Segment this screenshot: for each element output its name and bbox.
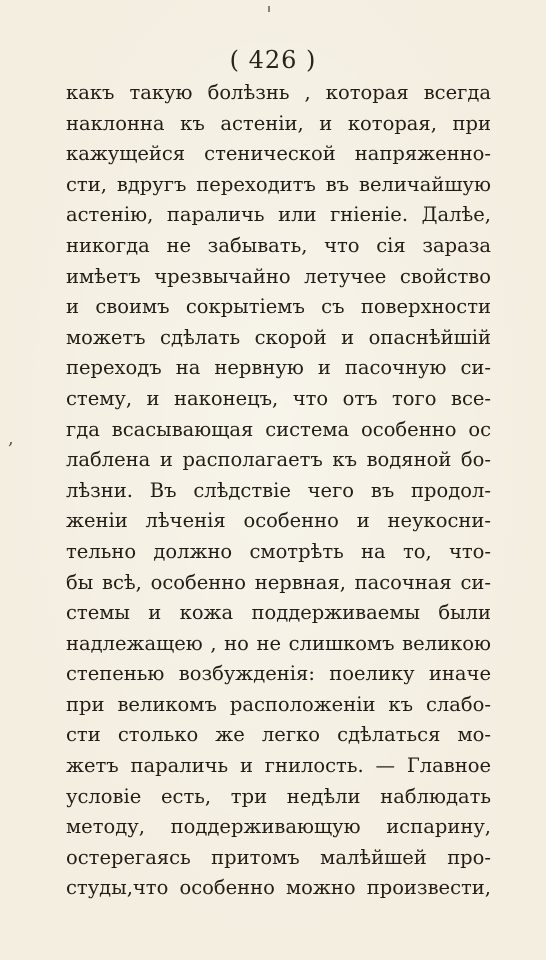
- text-line: можетъ сдѣлать скорой и опаснѣйшій: [66, 325, 491, 349]
- text-line: лаблена и располагаетъ къ водяной бо-: [66, 448, 491, 472]
- text-line: бы всѣ, особенно нервная, пасочная си-: [66, 570, 491, 594]
- ink-speck: [268, 6, 270, 12]
- text-line: стему, и наконецъ, что отъ того все-: [66, 386, 491, 410]
- text-line: какъ такую болѣзнь , которая всегда: [66, 81, 491, 104]
- margin-mark: ,: [8, 428, 14, 449]
- text-line: сти, вдругъ переходитъ въ величайшую: [66, 172, 491, 196]
- text-line: женіи лѣченія особенно и неукосни-: [66, 509, 491, 533]
- text-line: остерегаясь притомъ малѣйшей про-: [66, 845, 491, 869]
- text-line: сти столько же легко сдѣлаться мо-: [66, 723, 491, 747]
- text-line: студы,что особенно можно произвести,: [66, 876, 491, 900]
- text-line: степенью возбужденія: поелику иначе: [66, 662, 491, 686]
- text-line: жетъ параличь и гнилость. — Главное: [66, 754, 491, 778]
- text-line: и своимъ сокрытіемъ съ поверхности: [66, 295, 491, 319]
- text-line: стемы и кожа поддерживаемы были: [66, 601, 491, 625]
- text-line: имѣетъ чрезвычайно летучее свойство: [66, 264, 491, 288]
- text-line: методу, поддерживающую испарину,: [66, 815, 491, 839]
- text-line: условіе есть, три недѣли наблюдать: [66, 784, 491, 808]
- page-number: ( 426 ): [229, 46, 317, 74]
- text-line: лѣзни. Въ слѣдствіе чего въ продол-: [66, 478, 491, 502]
- text-line: наклонна къ астеніи, и которая, при: [66, 111, 491, 135]
- text-line: переходъ на нервную и пасочную си-: [66, 356, 491, 380]
- text-line: кажущейся стенической напряженно-: [66, 142, 491, 166]
- body-text: [66, 78, 491, 904]
- text-line: гда всасывающая система особенно ос: [66, 417, 491, 441]
- text-line: тельно должно смотрѣть на то, что-: [66, 539, 491, 563]
- text-line: при великомъ расположеніи къ слабо-: [66, 692, 491, 716]
- text-line: никогда не забывать, что сія зараза: [66, 233, 491, 257]
- text-line: астенію, параличь или гніеніе. Далѣе,: [66, 203, 491, 227]
- text-line: надлежащею , но не слишкомъ великою: [66, 631, 491, 655]
